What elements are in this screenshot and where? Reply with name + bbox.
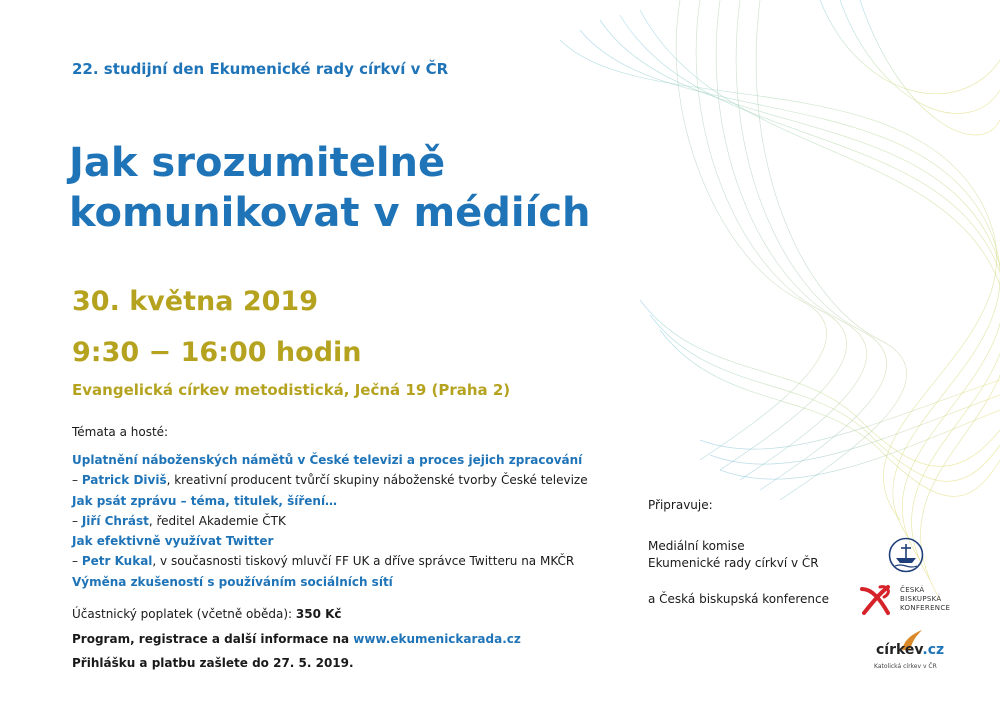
topics-list [72,450,588,592]
event-supertitle: 22. studijní den Ekumenické rady církví v ČR [72,60,449,78]
guest-name: Jiří Chrást [81,513,149,528]
cbk-mark-icon [858,583,894,617]
cirkev-wordmark: církev.cz [876,642,945,658]
event-venue: Evangelická církev metodistická, Ječná 19 (Praha 2) [72,381,511,399]
topic-title: Jak efektivně využívat Twitter [72,534,274,549]
topics-heading: Témata a hosté: [72,425,169,439]
guest-desc: , v současnosti tiskový mluvčí FF UK a dříve správce Twitteru na MKČR [152,554,575,569]
bishops-conference-logo [858,583,968,617]
guest-name: Petr Kukal [81,554,153,569]
fee-line [72,607,342,621]
event-date: 30. května 2019 [72,286,318,317]
topic-guest: – Patrick Diviš, kreativní producent tvůrčí skupiny náboženské tvorby České televize [72,473,588,488]
guest-desc: , ředitel Akademie ČTK [148,513,286,528]
website-link[interactable]: www.ekumenickarada.cz [353,632,521,646]
title-line-2: komunikovat v médiích [69,190,591,236]
topic-guest: – Petr Kukal, v současnosti tiskový mluvčí FF UK a dříve správce Twitteru na MKČR [72,554,575,569]
guest-desc: , kreativní producent tvůrčí skupiny náboženské tvorby České televize [166,473,588,488]
program-line [72,632,521,646]
guest-name: Patrick Diviš [81,473,167,488]
fee-amount: 350 Kč [295,607,342,621]
cbk-wordmark: ČESKÁ BISKUPSKÁ KONFERENCE [900,586,951,612]
organizer-ecumenical-council: Mediální komise Ekumenické rady církví v ČR [648,539,819,570]
organizers-label: Připravuje: [648,498,713,512]
topic-guest: – Jiří Chrást, ředitel Akademie ČTK [72,513,286,528]
signup-deadline: Přihlášku a platbu zašlete do 27. 5. 2019. [72,656,354,670]
event-time: 9:30 − 16:00 hodin [72,337,362,368]
topic-title: Jak psát zprávu – téma, titulek, šíření… [72,493,338,508]
organizer-bishops-conference: a Česká biskupská konference [648,592,829,606]
topic-title: Uplatnění náboženských námětů v České televizi a proces jejich zpracování [72,453,583,467]
topic-title: Výměna zkušeností s používáním sociálních sítí [72,574,393,589]
title-line-1: Jak srozumitelně [69,140,446,186]
cirkev-cz-logo [872,628,952,676]
fee-label: Účastnický poplatek (včetně oběda): [72,607,296,621]
event-title [69,138,669,238]
program-text: Program, registrace a další informace na [72,632,354,646]
cirkev-subtitle: Katolická církev v ČR [874,663,937,670]
ecumenical-council-logo [888,537,924,573]
